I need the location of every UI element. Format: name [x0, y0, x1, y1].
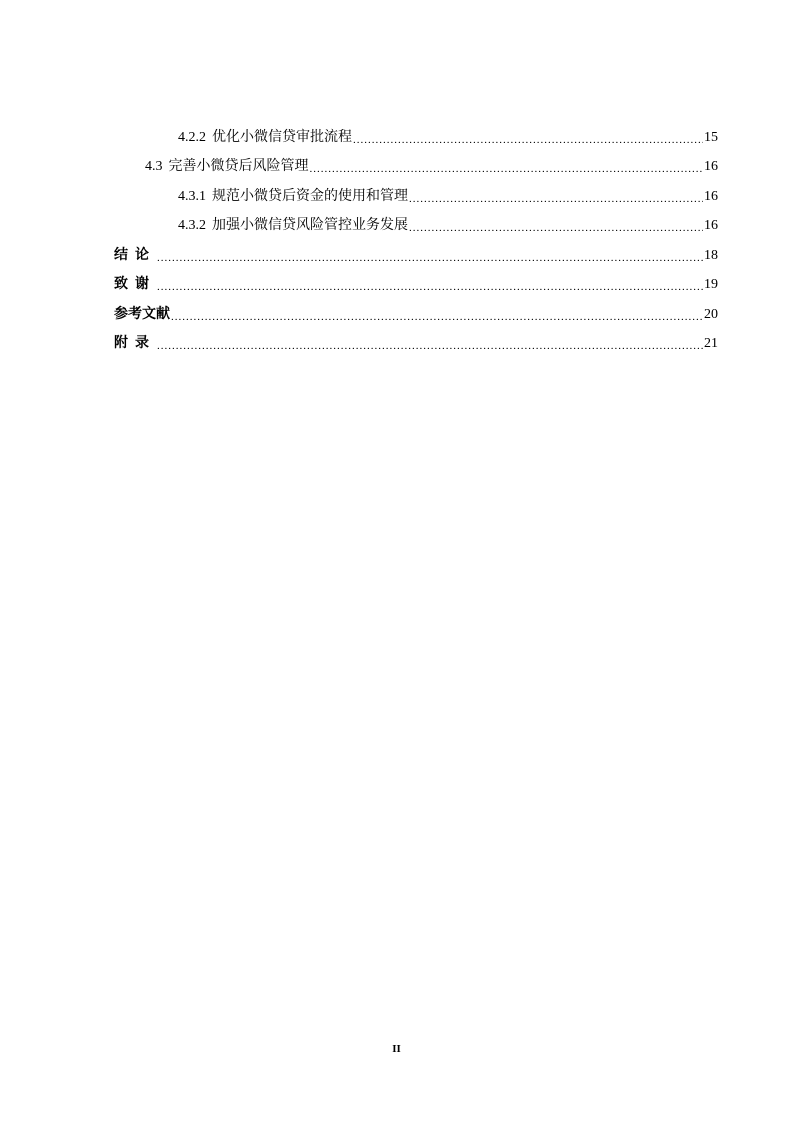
section-title: 完善小微贷后风险管理: [168, 159, 309, 174]
page-number: 21: [704, 336, 718, 351]
toc-entry-label: [114, 335, 156, 353]
section-number: 4.3: [145, 159, 163, 174]
dot-leader: [171, 310, 703, 324]
table-of-contents: [114, 117, 718, 353]
page-number: 16: [704, 218, 718, 233]
section-title: 结论: [114, 247, 156, 263]
dot-leader: [409, 192, 703, 206]
toc-entry-label: [145, 158, 309, 176]
page-number: 18: [704, 247, 718, 263]
toc-entry[interactable]: [114, 235, 718, 265]
toc-entry[interactable]: [114, 147, 718, 177]
toc-entry[interactable]: [114, 206, 718, 236]
section-number: 4.3.2: [178, 218, 206, 233]
section-title: 规范小微贷后资金的使用和管理: [212, 188, 408, 204]
section-title: 致谢: [114, 277, 156, 292]
toc-entry[interactable]: [114, 265, 718, 295]
toc-entry-label: [114, 276, 156, 294]
section-title: 加强小微信贷风险管控业务发展: [212, 218, 408, 233]
toc-entry-label: [178, 217, 408, 235]
dot-leader: [157, 251, 703, 265]
page-number: 15: [704, 129, 718, 145]
section-number: 4.2.2: [178, 129, 206, 145]
section-number: 4.3.1: [178, 188, 206, 204]
section-title: 附录: [114, 336, 156, 351]
page-footer-number: II: [392, 1043, 401, 1055]
toc-entry[interactable]: [114, 324, 718, 354]
dot-leader: [157, 280, 703, 294]
page-number: 16: [704, 159, 718, 174]
section-title: 优化小微信贷审批流程: [212, 129, 352, 145]
dot-leader: [409, 221, 703, 235]
dot-leader: [353, 133, 703, 147]
toc-entry-label: [178, 129, 352, 147]
toc-entry[interactable]: [114, 176, 718, 206]
dot-leader: [310, 162, 704, 176]
toc-entry[interactable]: [114, 117, 718, 147]
toc-entry-label: [114, 306, 170, 324]
page-number: 16: [704, 188, 718, 204]
page-number: 19: [704, 277, 718, 292]
toc-entry-label: [178, 188, 408, 206]
dot-leader: [157, 339, 703, 353]
toc-entry[interactable]: [114, 294, 718, 324]
toc-entry-label: [114, 247, 156, 265]
page-number: 20: [704, 306, 718, 322]
section-title: 参考文献: [114, 306, 170, 322]
